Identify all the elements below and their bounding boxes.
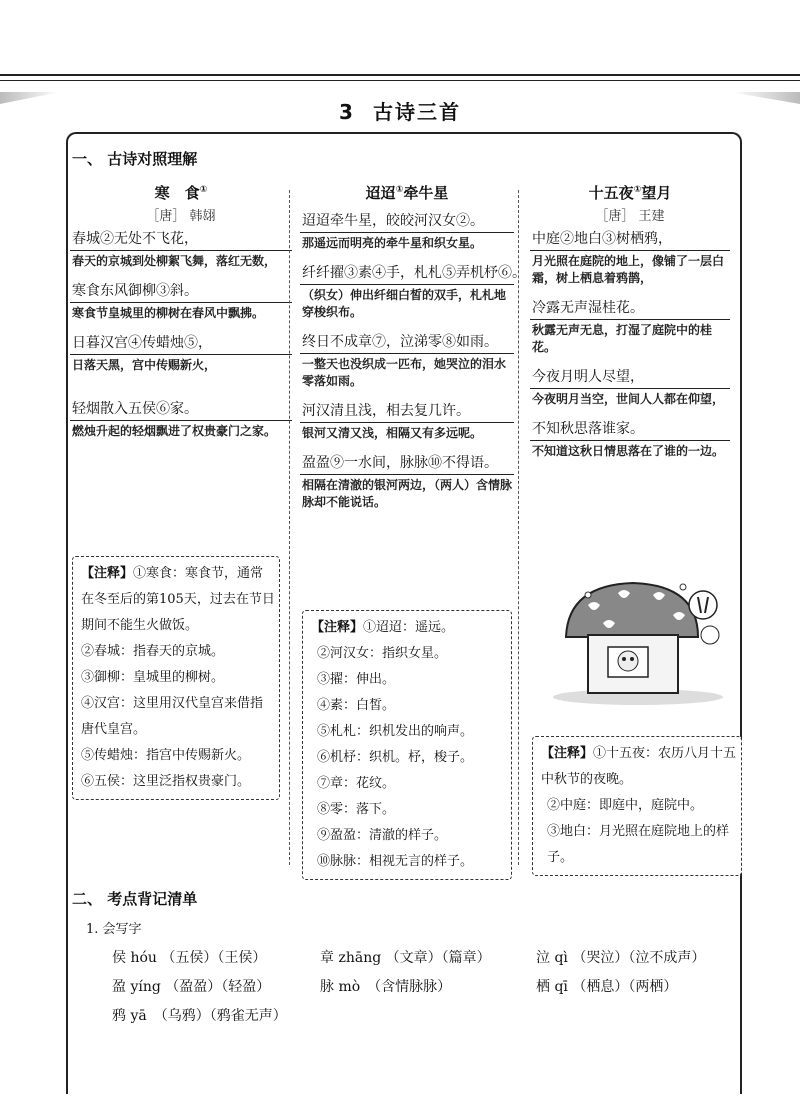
lesson-title: 古诗三首 bbox=[372, 100, 461, 124]
word-item: 章 zhāng （文章）（篇章） bbox=[320, 950, 491, 966]
poem-line: 冷露无声湿桂花。 bbox=[530, 297, 730, 320]
poem-title bbox=[70, 178, 292, 202]
poem-translation: 寒食节皇城里的柳树在春风中飘拂。 bbox=[72, 306, 265, 320]
poem-translation: 日落天黑，宫中传赐新火， bbox=[72, 358, 217, 372]
poem-title bbox=[530, 178, 730, 202]
note-item: ①十五夜：农历八月十五中秋节的夜晚。 bbox=[541, 746, 737, 787]
poem-translation: 银河又清又浅，相隔又有多远呢。 bbox=[302, 426, 483, 440]
poem-title-text: 寒 食 bbox=[154, 184, 200, 202]
note-item: ①寒食：寒食节，通常在冬至后的第105天，过去在节日期间不能生火做饭。 bbox=[81, 566, 275, 633]
poem-translation: 燃烛升起的轻烟飘进了权贵豪门之家。 bbox=[72, 424, 277, 438]
note-item: ④素：白皙。 bbox=[317, 698, 396, 713]
section2-subheading: 1. 会写字 bbox=[86, 922, 142, 937]
poem-translation: 一整天也没织成一匹布，她哭泣的泪水零落如雨。 bbox=[302, 357, 507, 388]
notes-label: 【注释】 bbox=[541, 746, 594, 761]
note-item: ②中庭：即庭中，庭院中。 bbox=[547, 798, 704, 813]
poem-title-mark: ① bbox=[395, 185, 404, 195]
poem-line: 河汉清且浅，相去复几许。 bbox=[300, 400, 514, 423]
page-title bbox=[0, 96, 800, 125]
word-item: 盈 yíng （盈盈）（轻盈） bbox=[112, 979, 271, 995]
poem-title-rest: 牵牛星 bbox=[403, 184, 449, 202]
poem-title-mark: ① bbox=[199, 185, 208, 195]
notes-box-3 bbox=[532, 736, 742, 876]
poem-line: 终日不成章⑦，泣涕零⑧如雨。 bbox=[300, 331, 514, 354]
poem-translation: 月光照在庭院的地上，像铺了一层白霜，树上栖息着鸦鹊， bbox=[532, 254, 725, 285]
note-item: ⑨盈盈：清澈的样子。 bbox=[317, 828, 448, 843]
notes-box-1 bbox=[72, 556, 280, 800]
section2-heading: 二、 考点背记清单 bbox=[72, 890, 198, 908]
poem-author: ［唐］ 韩翃 bbox=[146, 209, 216, 224]
poem-line: 今夜月明人尽望， bbox=[530, 366, 730, 389]
note-item: ⑤札札：织机发出的响声。 bbox=[317, 724, 474, 739]
word-row bbox=[112, 1004, 732, 1033]
poem-line: 春城②无处不飞花， bbox=[70, 228, 292, 251]
poem-title-rest: 望月 bbox=[641, 184, 672, 202]
notes-label: 【注释】 bbox=[81, 566, 134, 581]
poem-title-text: 迢迢 bbox=[365, 184, 396, 202]
word-item: 侯 hóu （五侯）（王侯） bbox=[112, 950, 267, 966]
word-row bbox=[112, 946, 732, 975]
note-item: ③擢：伸出。 bbox=[317, 672, 396, 687]
note-item: ⑤传蜡烛：指宫中传赐新火。 bbox=[81, 748, 251, 763]
column-divider bbox=[289, 190, 290, 865]
poem-line: 中庭②地白③树栖鸦， bbox=[530, 228, 730, 251]
poem-title-text: 十五夜 bbox=[588, 184, 634, 202]
notes-box-2 bbox=[302, 610, 512, 880]
poem-translation: 春天的京城到处柳絮飞舞，落红无数， bbox=[72, 254, 277, 268]
note-item: ③地白：月光照在庭院地上的样子。 bbox=[547, 824, 730, 865]
word-item: 栖 qī （栖息）（两栖） bbox=[536, 979, 678, 995]
poem-column-2 bbox=[300, 178, 526, 521]
note-item: ⑥机杼：织机。杼，梭子。 bbox=[317, 750, 474, 765]
word-list bbox=[112, 946, 732, 1033]
poem-column-1 bbox=[70, 178, 292, 450]
poem-line: 迢迢牵牛星，皎皎河汉女②。 bbox=[300, 210, 514, 233]
column-divider bbox=[518, 190, 519, 865]
note-item: ②春城：指春天的京城。 bbox=[81, 644, 225, 659]
note-item: ⑧零：落下。 bbox=[317, 802, 396, 817]
poem-translation: 秋露无声无息，打湿了庭院中的桂花。 bbox=[532, 323, 713, 354]
header-rule bbox=[0, 74, 800, 81]
note-item: ⑦章：花纹。 bbox=[317, 776, 396, 791]
poem-title-mark: ① bbox=[633, 185, 642, 195]
section1-heading: 一、 古诗对照理解 bbox=[72, 150, 198, 168]
poem-line: 盈盈⑨一水间，脉脉⑩不得语。 bbox=[300, 452, 514, 475]
poem-translation: 今夜明月当空，世间人人都在仰望， bbox=[532, 392, 725, 406]
word-item: 脉 mò （含情脉脉） bbox=[320, 979, 452, 995]
mushroom-house-illustration bbox=[548, 575, 728, 705]
note-item: ④汉宫：这里用汉代皇宫来借指唐代皇宫。 bbox=[81, 696, 264, 737]
note-item: ③御柳：皇城里的柳树。 bbox=[81, 670, 225, 685]
poem-column-3 bbox=[530, 178, 730, 470]
note-item: ⑥五侯：这里泛指权贵豪门。 bbox=[81, 774, 251, 789]
lesson-number: 3 bbox=[339, 100, 355, 124]
poem-translation: 不知道这秋日情思落在了谁的一边。 bbox=[532, 444, 725, 458]
poem-line: 纤纤擢③素④手，札札⑤弄机杼⑥。 bbox=[300, 262, 514, 285]
word-item: 泣 qì （哭泣）（泣不成声） bbox=[536, 950, 706, 966]
poem-translation: 相隔在清澈的银河两边，（两人）含情脉脉却不能说话。 bbox=[302, 478, 513, 509]
poem-title bbox=[300, 178, 514, 202]
notes-label: 【注释】 bbox=[311, 620, 364, 635]
poem-line: 寒食东风御柳③斜。 bbox=[70, 280, 292, 303]
poem-line: 日暮汉宫④传蜡烛⑤， bbox=[70, 332, 292, 355]
poem-translation: 那遥远而明亮的牵牛星和织女星。 bbox=[302, 236, 483, 250]
poem-line: 轻烟散入五侯⑥家。 bbox=[70, 398, 292, 421]
word-row bbox=[112, 975, 732, 1004]
note-item: ②河汉女：指织女星。 bbox=[317, 646, 448, 661]
poem-author: ［唐］ 王建 bbox=[595, 209, 665, 224]
word-item: 鸦 yā （乌鸦）（鸦雀无声） bbox=[112, 1008, 287, 1024]
poem-line: 不知秋思落谁家。 bbox=[530, 418, 730, 441]
note-item: ①迢迢：遥远。 bbox=[363, 620, 455, 635]
note-item: ⑩脉脉：相视无言的样子。 bbox=[317, 854, 474, 869]
poem-translation: （织女）伸出纤细白皙的双手，札札地穿梭织布。 bbox=[302, 288, 507, 319]
